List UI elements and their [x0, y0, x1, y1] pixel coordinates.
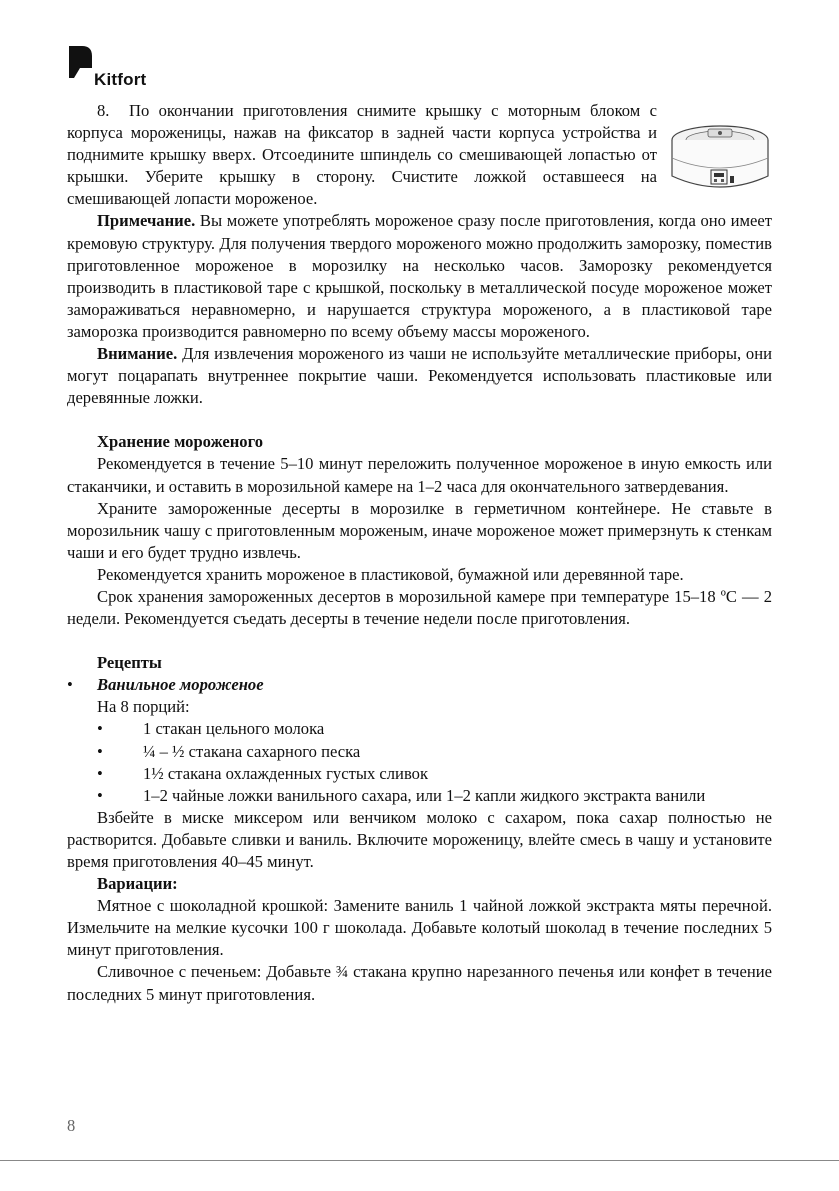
bullet-mark: •	[97, 719, 103, 739]
note-paragraph	[67, 210, 772, 343]
storage-paragraph: Рекомендуется хранить мороженое в пластиковой, бумажной или деревянной таре.	[97, 564, 684, 584]
note-text: Вы можете употреблять мороженое сразу после приготовления, когда оно имеет кремовую структуру. Для получения твердого мороженого можно продолжить заморозку, поместив приготовленное мороженое в морозилку на несколько часов. Заморозку рекомендуется производить в пластиковой таре с крышкой, поскольку в металлической посуде мороженое может замораживаться неравномерно, и нарушается структура мороженого, а в пластиковой таре заморозка производится равномерно по всему объему массы мороженого.	[67, 211, 772, 341]
warning-text: Для извлечения мороженого из чаши не используйте металлические приборы, они могут поцарапать внутреннее покрытие чаши. Рекомендуется использовать пластиковые или деревянные ложки.	[67, 344, 772, 408]
step-8-text: По окончании приготовления снимите крышку с моторным блоком с корпуса мороженицы, нажав на фиксатор в задней части корпуса устройства и поднимите крышку вверх. Отсоедините шпиндель со смешивающей лопастью от крышки. Уберите крышку в сторону. Счистите ложкой оставшееся на смешивающей лопасти мороженое.	[67, 101, 657, 209]
variation-paragraph: Мятное с шоколадной крошкой: Замените ваниль 1 чайной ложкой экстракта мяты перечной. Измельчите на мелкие кусочки 100 г шоколада. Добавьте колотый шоколад в течение последних 5 минут приготовления.	[67, 896, 772, 960]
storage-paragraph: Срок хранения замороженных десертов в морозильной камере при температуре 15–18 ºC — 2 недели. Рекомендуется съедать десерты в течение недели после приготовления.	[67, 586, 772, 629]
recipe-title-item	[67, 674, 772, 696]
ingredient-item	[67, 741, 772, 763]
brand-logo	[66, 44, 166, 90]
kitfort-logo-icon	[66, 44, 96, 90]
method-paragraph: Взбейте в миске миксером или венчиком молоко с сахаром, пока сахар полностью не растворится. Добавьте сливки и ваниль. Включите мороженицу, влейте смесь в чашу и установите время приготовления 40–45 минут.	[67, 807, 772, 871]
ingredient-item	[67, 763, 772, 785]
step-number: 8.	[97, 101, 110, 120]
ingredient-item	[67, 785, 772, 807]
recipes-heading: Рецепты	[97, 653, 162, 673]
ingredient-text: ¼ – ½ стакана сахарного песка	[143, 741, 361, 761]
warning-paragraph	[67, 343, 772, 409]
recipe-title: Ванильное мороженое	[97, 675, 264, 695]
page-content	[67, 100, 772, 1006]
step-8-paragraph	[67, 100, 657, 210]
variations-heading: Вариации:	[97, 874, 178, 894]
ingredient-text: 1 стакан цельного молока	[143, 719, 325, 739]
bullet-mark: •	[97, 763, 103, 783]
warning-label: Внимание.	[97, 344, 178, 364]
ingredient-item	[67, 718, 772, 740]
bottom-divider	[0, 1160, 839, 1161]
brand-name: Kitfort	[94, 70, 147, 89]
bullet-mark: •	[67, 675, 73, 695]
ingredient-text: 1–2 чайные ложки ванильного сахара, или 1–2 капли жидкого экстракта ванили	[143, 785, 706, 805]
storage-heading: Хранение мороженого	[97, 432, 264, 452]
servings: На 8 порций:	[97, 697, 190, 717]
storage-paragraph: Храните замороженные десерты в морозилке в герметичном контейнере. Не ставьте в морозильник чашу с приготовленным мороженым, иначе мороженое может примерзнуть к стенкам чаши и его будет трудно извлечь.	[67, 498, 772, 562]
page-number: 8	[67, 1116, 76, 1135]
variation-paragraph: Сливочное с печеньем: Добавьте ¾ стакана крупно нарезанного печенья или конфет в течение последних 5 минут приготовления.	[67, 962, 772, 1004]
storage-paragraph: Рекомендуется в течение 5–10 минут переложить полученное мороженое в иную емкость или стаканчики, и оставить в морозильной камере на 1–2 часа для окончательного затвердевания.	[67, 454, 772, 496]
bullet-mark: •	[97, 741, 103, 761]
ingredient-text: 1½ стакана охлажденных густых сливок	[143, 763, 429, 783]
note-label: Примечание.	[97, 211, 196, 231]
bullet-mark: •	[97, 785, 103, 805]
